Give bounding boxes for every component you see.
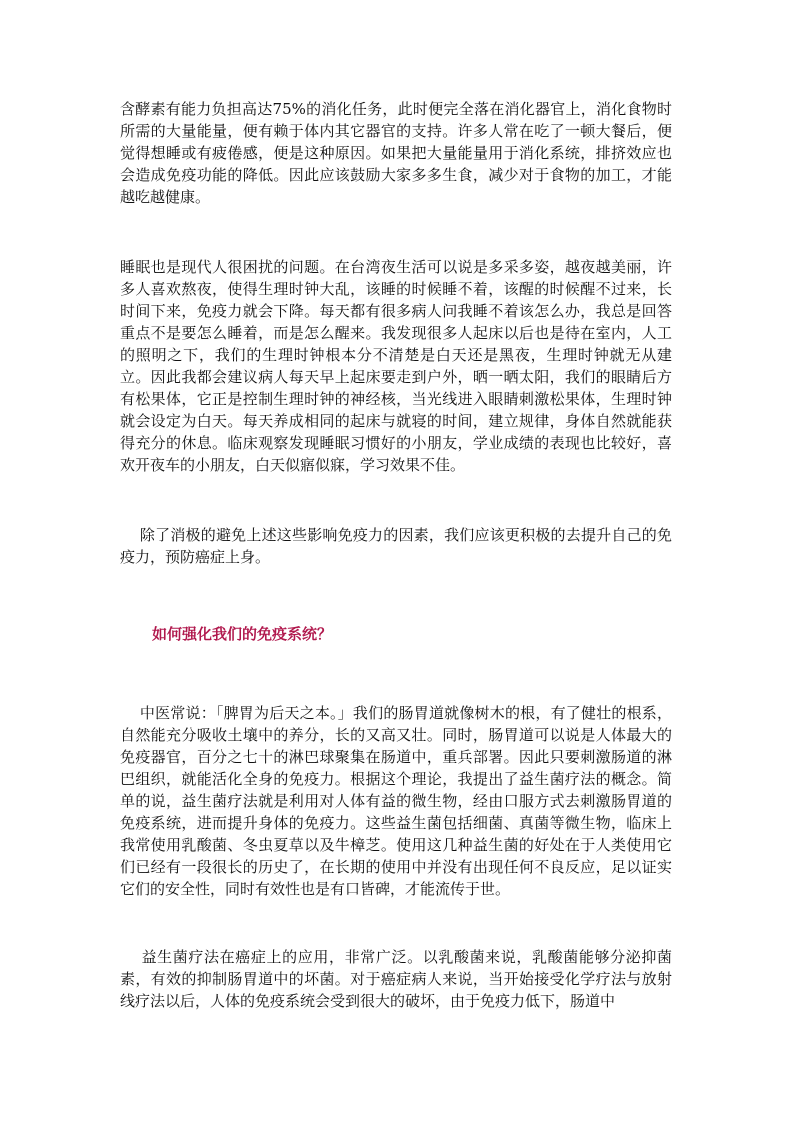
paragraph-digestion: 含酵素有能力负担高达75%的消化任务，此时便完全落在消化器官上，消化食物时所需的大量能量，便有赖于体内其它器官的支持。许多人常在吃了一顿大餐后，便觉得想睡或有疲倦感，便是这种原因。如果把大量能量用于消化系统，排挤效应也会造成免疫功能的降低。因此应该鼓励大家多多生食，减少对于食物的加工，才能越吃越健康。 [120,100,672,206]
paragraph-cancer-application: 益生菌疗法在癌症上的应用，非常广泛。以乳酸菌来说，乳酸菌能够分泌抑菌素，有效的抑制肠胃道中的坏菌。对于癌症病人来说，当开始接受化学疗法与放射线疗法以后，人体的免疫系统会受到很大的破坏，由于免疫力低下，肠道中 [120,948,672,1010]
paragraph-probiotics: 中医常说：「脾胃为后天之本。」我们的肠胃道就像树木的根，有了健壮的根系，自然能充分吸收土壤中的养分，长的又高又壮。同时，肠胃道可以说是人体最大的免疫器官，百分之七十的淋巴球聚集在肠道中，重兵部署。因此只要刺激肠道的淋巴组织，就能活化全身的免疫力。根据这个理论，我提出了益生菌疗法的概念。简单的说，益生菌疗法就是利用对人体有益的微生物，经由口服方式去刺激肠胃道的免疫系统，进而提升身体的免疫力。这些益生菌包括细菌、真菌等微生物，临床上我常使用乳酸菌、冬虫夏草以及牛樟芝。使用这几种益生菌的好处在于人类使用它们已经有一段很长的历史了，在长期的使用中并没有出现任何不良反应，足以证实它们的安全性，同时有效性也是有口皆碑，才能流传于世。 [120,704,672,898]
section-heading: 如何强化我们的免疫系统？ [152,625,333,643]
paragraph-immunity-intro: 除了消极的避免上述这些影响免疫力的因素，我们应该更积极的去提升自己的免疫力，预防癌症上身。 [120,526,672,566]
paragraph-sleep: 睡眠也是现代人很困扰的问题。在台湾夜生活可以说是多采多姿，越夜越美丽，许多人喜欢熬夜，使得生理时钟大乱，该睡的时候睡不着，该醒的时候醒不过来，长时间下来，免疫力就会下降。每天都有很多病人问我睡不着该怎么办，我总是回答重点不是要怎么睡着，而是怎么醒来。我发现很多人起床以后也是待在室内，人工的照明之下，我们的生理时钟根本分不清楚是白天还是黑夜，生理时钟就无从建立。因此我都会建议病人每天早上起床要走到户外，晒一晒太阳，我们的眼睛后方有松果体，它正是控制生理时钟的神经核，当光线进入眼睛刺激松果体，生理时钟就会设定为白天。每天养成相同的起床与就寝的时间，建立规律，身体自然就能获得充分的休息。临床观察发现睡眠习惯好的小朋友，学业成绩的表现也比较好，喜欢开夜车的小朋友，白天似寤似寐，学习效果不佳。 [120,258,672,474]
